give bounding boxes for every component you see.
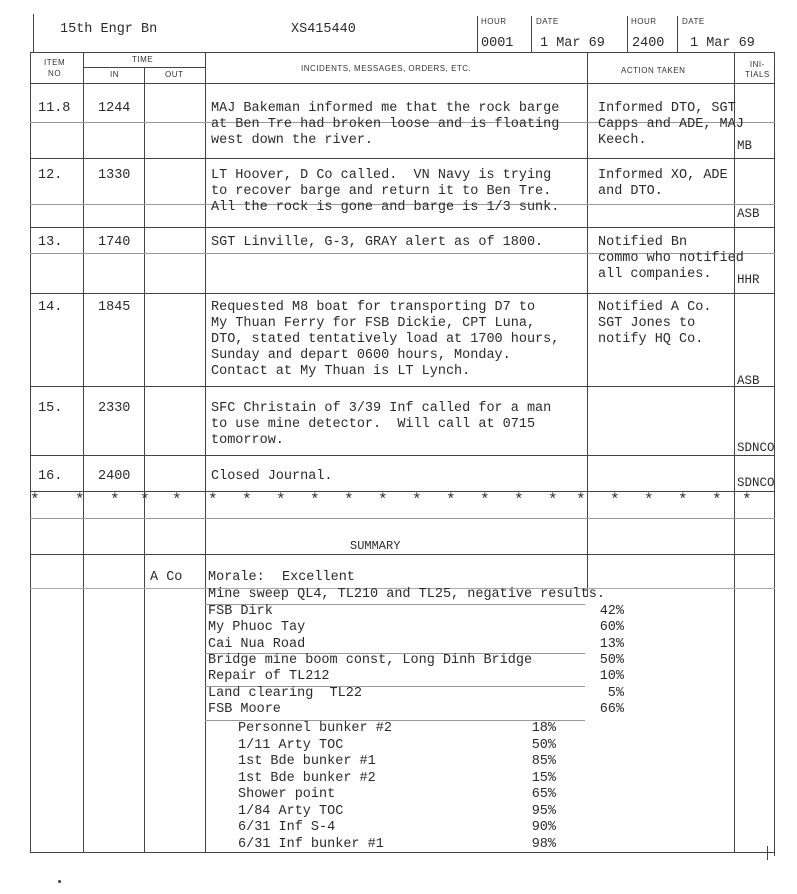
entry-text-line: Closed Journal. [211, 469, 333, 484]
subproject-name: 1/84 Arty TOC [238, 803, 344, 819]
entry-action-line: Informed DTO, SGT [598, 101, 736, 116]
entry-item-no: 13. [38, 235, 63, 250]
separator-star: * [480, 491, 490, 509]
entry-time-in: 1244 [98, 101, 131, 116]
separator-star: * [110, 491, 120, 509]
entry-text-line: to recover barge and return it to Ben Tre. [211, 184, 552, 199]
separator-star: * [610, 491, 620, 509]
col-initials: INI- TIALS [745, 60, 770, 79]
col-action: ACTION TAKEN [621, 66, 686, 75]
entry-action-line: and DTO. [598, 184, 663, 199]
col-time: TIME [132, 55, 154, 64]
from-hour: 0001 [481, 36, 514, 51]
entry-text-line: Contact at My Thuan is LT Lynch. [211, 364, 471, 379]
separator-star: * [644, 491, 654, 509]
separator-star: * [712, 491, 722, 509]
subproject-percent: 98% [531, 836, 556, 852]
entry-action-line: Informed XO, ADE [598, 168, 728, 183]
entry-initials: SDNCO [737, 441, 775, 455]
subproject-name: 1st Bde bunker #1 [238, 754, 376, 769]
separator-star: * [742, 491, 752, 509]
separator-star: * [514, 491, 524, 509]
entry-action-line: notify HQ Co. [598, 332, 704, 347]
entry-item-no: 12. [38, 168, 63, 183]
entry-action-line: all companies. [598, 267, 712, 282]
entry-text-line: MAJ Bakeman informed me that the rock barge [211, 101, 560, 116]
entry-text-line: My Thuan Ferry for FSB Dickie, CPT Luna, [211, 316, 536, 331]
entry-action-line: Keech. [598, 133, 647, 148]
project-name: Land clearing TL22 [208, 685, 362, 701]
entry-initials: ASB [737, 374, 760, 388]
subproject-name: 6/31 Inf bunker #1 [238, 836, 384, 852]
entry-text-line: SFC Christain of 3/39 Inf called for a man [211, 401, 552, 416]
subproject-percent: 18% [531, 721, 556, 736]
subproject-percent: 90% [531, 820, 556, 835]
project-name: Repair of TL212 [208, 669, 330, 685]
project-percent: 66% [599, 701, 624, 717]
separator-star: * [276, 491, 286, 509]
project-name: FSB Dirk [208, 604, 273, 619]
unit-name: 15th Engr Bn [60, 22, 158, 37]
subproject-name: Personnel bunker #2 [238, 721, 392, 736]
entry-text-line: west down the river. [211, 133, 374, 148]
separator-star: * [678, 491, 688, 509]
entry-time-in: 2330 [98, 401, 131, 416]
entry-action-line: Notified A Co. [598, 300, 712, 315]
entry-text-line: to use mine detector. Will call at 0715 [211, 417, 536, 432]
subproject-percent: 50% [531, 737, 556, 753]
entry-text-line: LT Hoover, D Co called. VN Navy is trying [211, 168, 552, 183]
project-percent: 60% [599, 620, 624, 636]
to-hour-label: HOUR [631, 17, 657, 26]
subproject-name: 1/11 Arty TOC [238, 737, 344, 753]
separator-star: * [344, 491, 354, 509]
page-speck [58, 880, 61, 883]
col-time-out: OUT [165, 70, 184, 79]
subproject-percent: 65% [531, 787, 556, 802]
from-date: 1 Mar 69 [540, 36, 605, 51]
separator-star: * [75, 491, 85, 509]
morale-label: Morale: [208, 570, 265, 585]
separator-star: * [30, 491, 40, 509]
project-percent: 10% [599, 669, 624, 685]
entry-initials: HHR [737, 273, 760, 287]
summary-title: SUMMARY [350, 539, 401, 553]
separator-star: * [576, 491, 586, 509]
entry-action-line: Notified Bn [598, 235, 688, 250]
separator-star: * [310, 491, 320, 509]
summary-company: A Co [150, 570, 183, 585]
col-incidents: INCIDENTS, MESSAGES, ORDERS, ETC. [301, 64, 472, 73]
subproject-percent: 15% [531, 770, 556, 786]
map-location: XS415440 [291, 22, 356, 37]
separator-star: * [242, 491, 252, 509]
mine-sweep: Mine sweep QL4, TL210 and TL25, negative results. [208, 587, 605, 602]
subproject-name: Shower point [238, 787, 336, 802]
separator-star: * [548, 491, 558, 509]
separator-star: * [208, 491, 218, 509]
entry-text-line: All the rock is gone and barge is 1/3 sunk. [211, 200, 560, 215]
entry-action-line: Capps and ADE, MAJ [598, 117, 744, 132]
entry-action-line: commo who notified [598, 251, 744, 266]
project-name: Cai Nua Road [208, 636, 306, 652]
entry-initials: SDNCO [737, 476, 775, 490]
entry-initials: MB [737, 139, 753, 153]
separator-star: * [378, 491, 388, 509]
entry-initials: ASB [737, 207, 760, 221]
entry-item-no: 15. [38, 401, 63, 416]
subproject-percent: 95% [531, 803, 556, 819]
to-date: 1 Mar 69 [690, 36, 755, 51]
entry-text-line: tomorrow. [211, 433, 284, 448]
project-percent: 5% [607, 685, 624, 701]
project-name: My Phuoc Tay [208, 620, 306, 636]
entry-text-line: DTO, stated tentatively load at 1700 hours, [211, 332, 560, 347]
subproject-percent: 85% [531, 754, 556, 769]
entry-text-line: SGT Linville, G-3, GRAY alert as of 1800. [211, 235, 544, 250]
separator-star: * [412, 491, 422, 509]
to-date-label: DATE [682, 17, 705, 26]
separator-star: * [140, 491, 150, 509]
separator-star: * [446, 491, 456, 509]
from-hour-label: HOUR [481, 17, 507, 26]
entry-text-line: Requested M8 boat for transporting D7 to [211, 300, 536, 315]
project-percent: 50% [599, 652, 624, 668]
subproject-name: 6/31 Inf S-4 [238, 820, 336, 835]
morale-value: Excellent [282, 570, 355, 585]
entry-time-in: 2400 [98, 469, 131, 484]
entry-time-in: 1330 [98, 168, 131, 183]
to-hour: 2400 [632, 36, 665, 51]
project-name: FSB Moore [208, 701, 281, 717]
project-percent: 42% [599, 604, 624, 619]
entry-action-line: SGT Jones to [598, 316, 696, 331]
entry-time-in: 1845 [98, 300, 131, 315]
entry-time-in: 1740 [98, 235, 131, 250]
separator-star: * [172, 491, 182, 509]
col-time-in: IN [110, 70, 119, 79]
from-date-label: DATE [536, 17, 559, 26]
entry-item-no: 11.8 [38, 101, 71, 116]
entry-text-line: Sunday and depart 0600 hours, Monday. [211, 348, 511, 363]
entry-text-line: at Ben Tre had broken loose and is floating [211, 117, 560, 132]
project-percent: 13% [599, 636, 624, 652]
col-item-no: ITEM NO [44, 58, 66, 78]
project-name: Bridge mine boom const, Long Dinh Bridge [208, 652, 533, 668]
entry-item-no: 16. [38, 469, 63, 484]
entry-item-no: 14. [38, 300, 63, 315]
subproject-name: 1st Bde bunker #2 [238, 770, 376, 786]
